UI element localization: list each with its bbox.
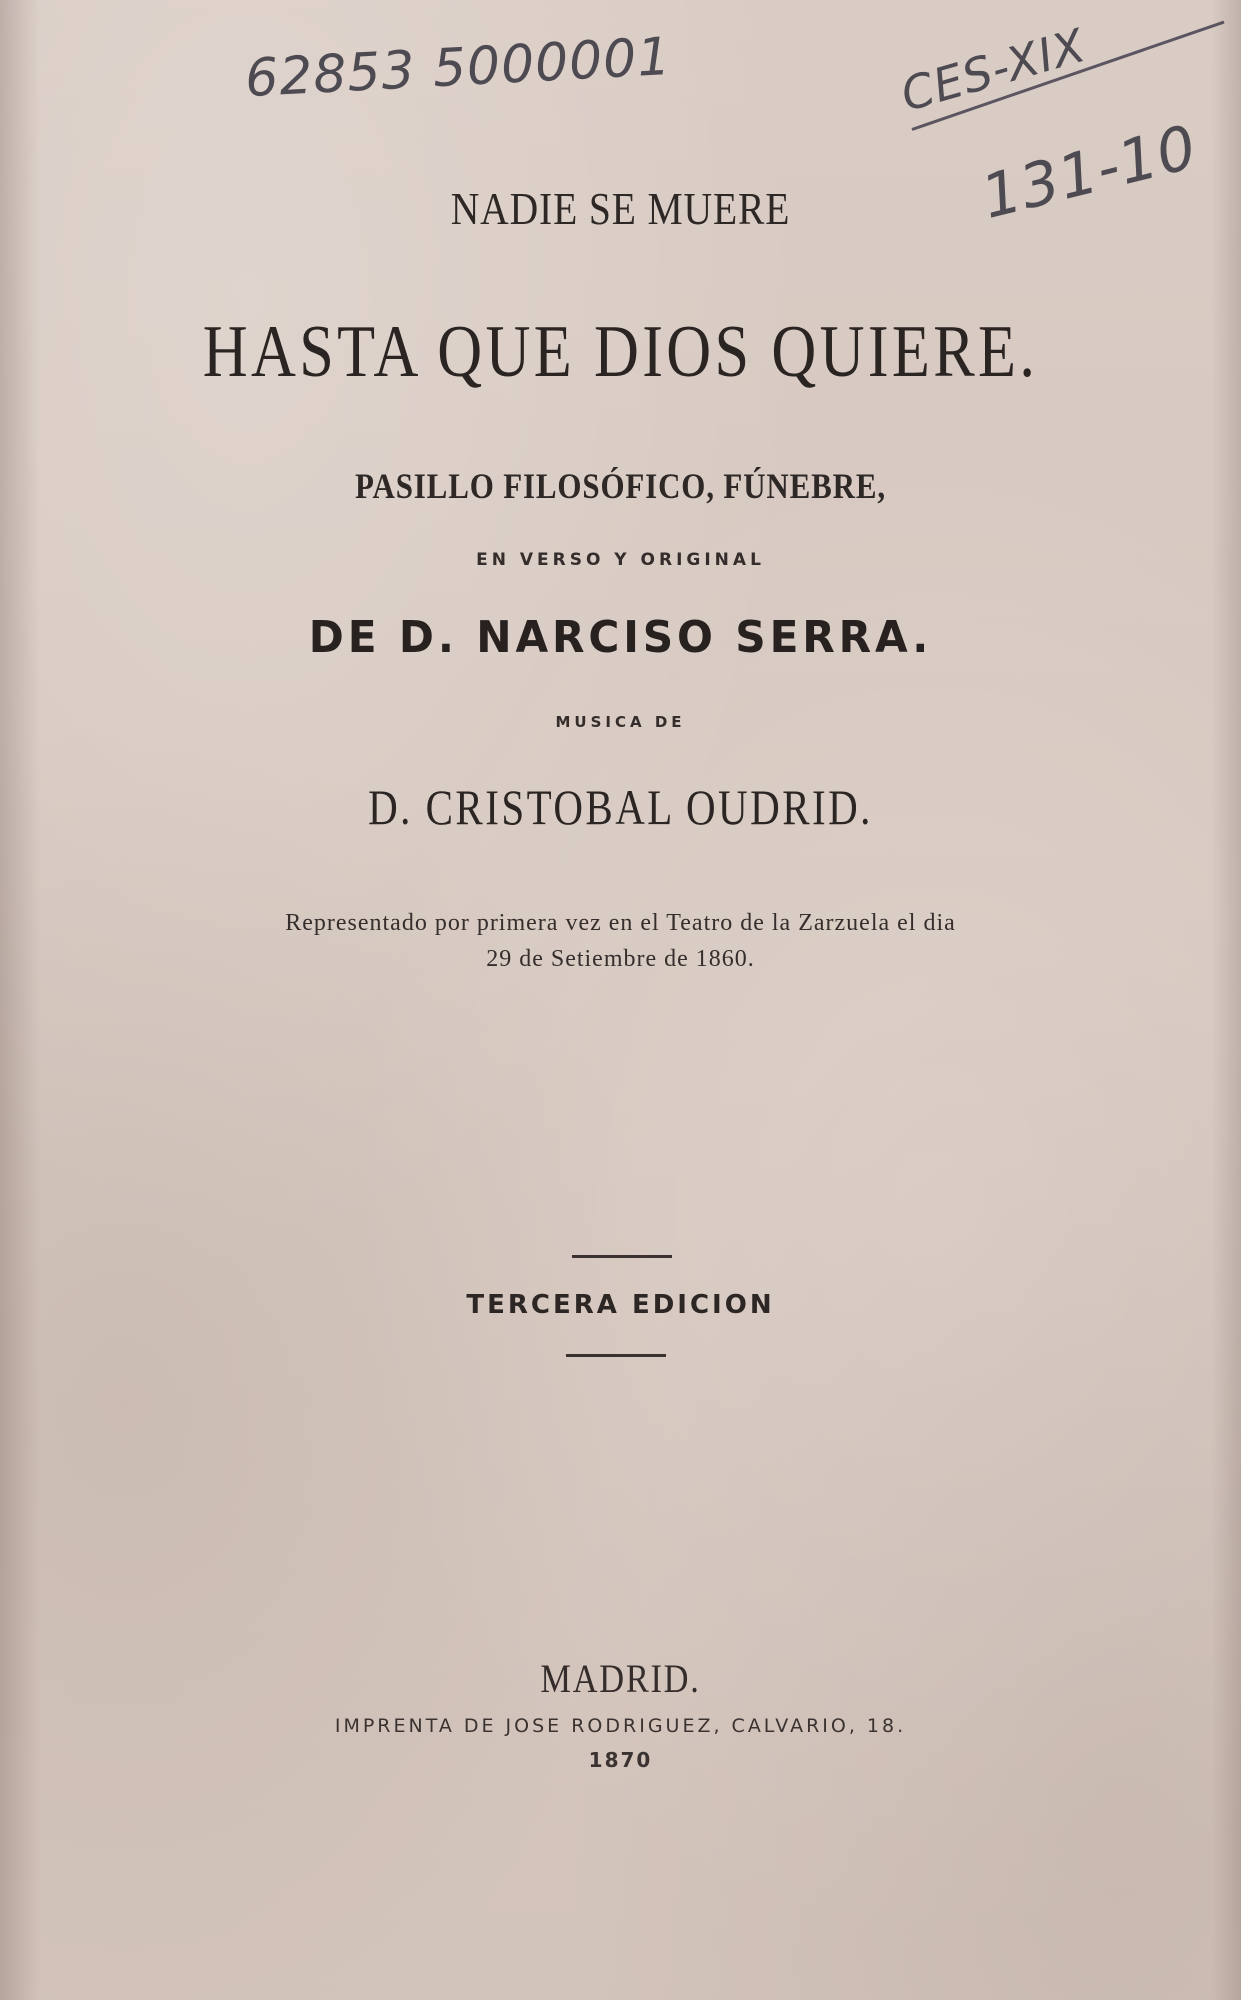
edition-line: TERCERA EDICION	[466, 1290, 775, 1320]
composer-line: D. CRISTOBAL OUDRID.	[368, 779, 873, 835]
premiere-line-2: 29 de Setiembre de 1860.	[486, 946, 755, 972]
divider-bottom	[566, 1354, 666, 1357]
author-line: DE D. NARCISO SERRA.	[308, 612, 933, 663]
imprint-city: MADRID.	[540, 1656, 701, 1701]
imprint-printer: IMPRENTA DE JOSE RODRIGUEZ, CALVARIO, 18.	[334, 1715, 907, 1737]
imprint-year: 1870	[588, 1748, 653, 1772]
form-line: EN VERSO Y ORIGINAL	[476, 550, 765, 570]
handwritten-catalog-id: 62853 5000001	[243, 26, 673, 110]
music-label: MUSICA DE	[555, 713, 686, 731]
title-line-2: HASTA QUE DIOS QUIERE.	[202, 311, 1039, 393]
title-line-1: NADIE SE MUERE	[450, 183, 791, 234]
premiere-line-1: Representado por primera vez en el Teatro de la Zarzuela el dia	[285, 910, 956, 936]
handwritten-shelf-ref: CES-XIX	[895, 17, 1092, 122]
genre-line: PASILLO FILOSÓFICO, FÚNEBRE,	[355, 466, 886, 506]
divider-top	[572, 1255, 672, 1258]
handwritten-shelf-number: 131-10	[975, 112, 1204, 233]
